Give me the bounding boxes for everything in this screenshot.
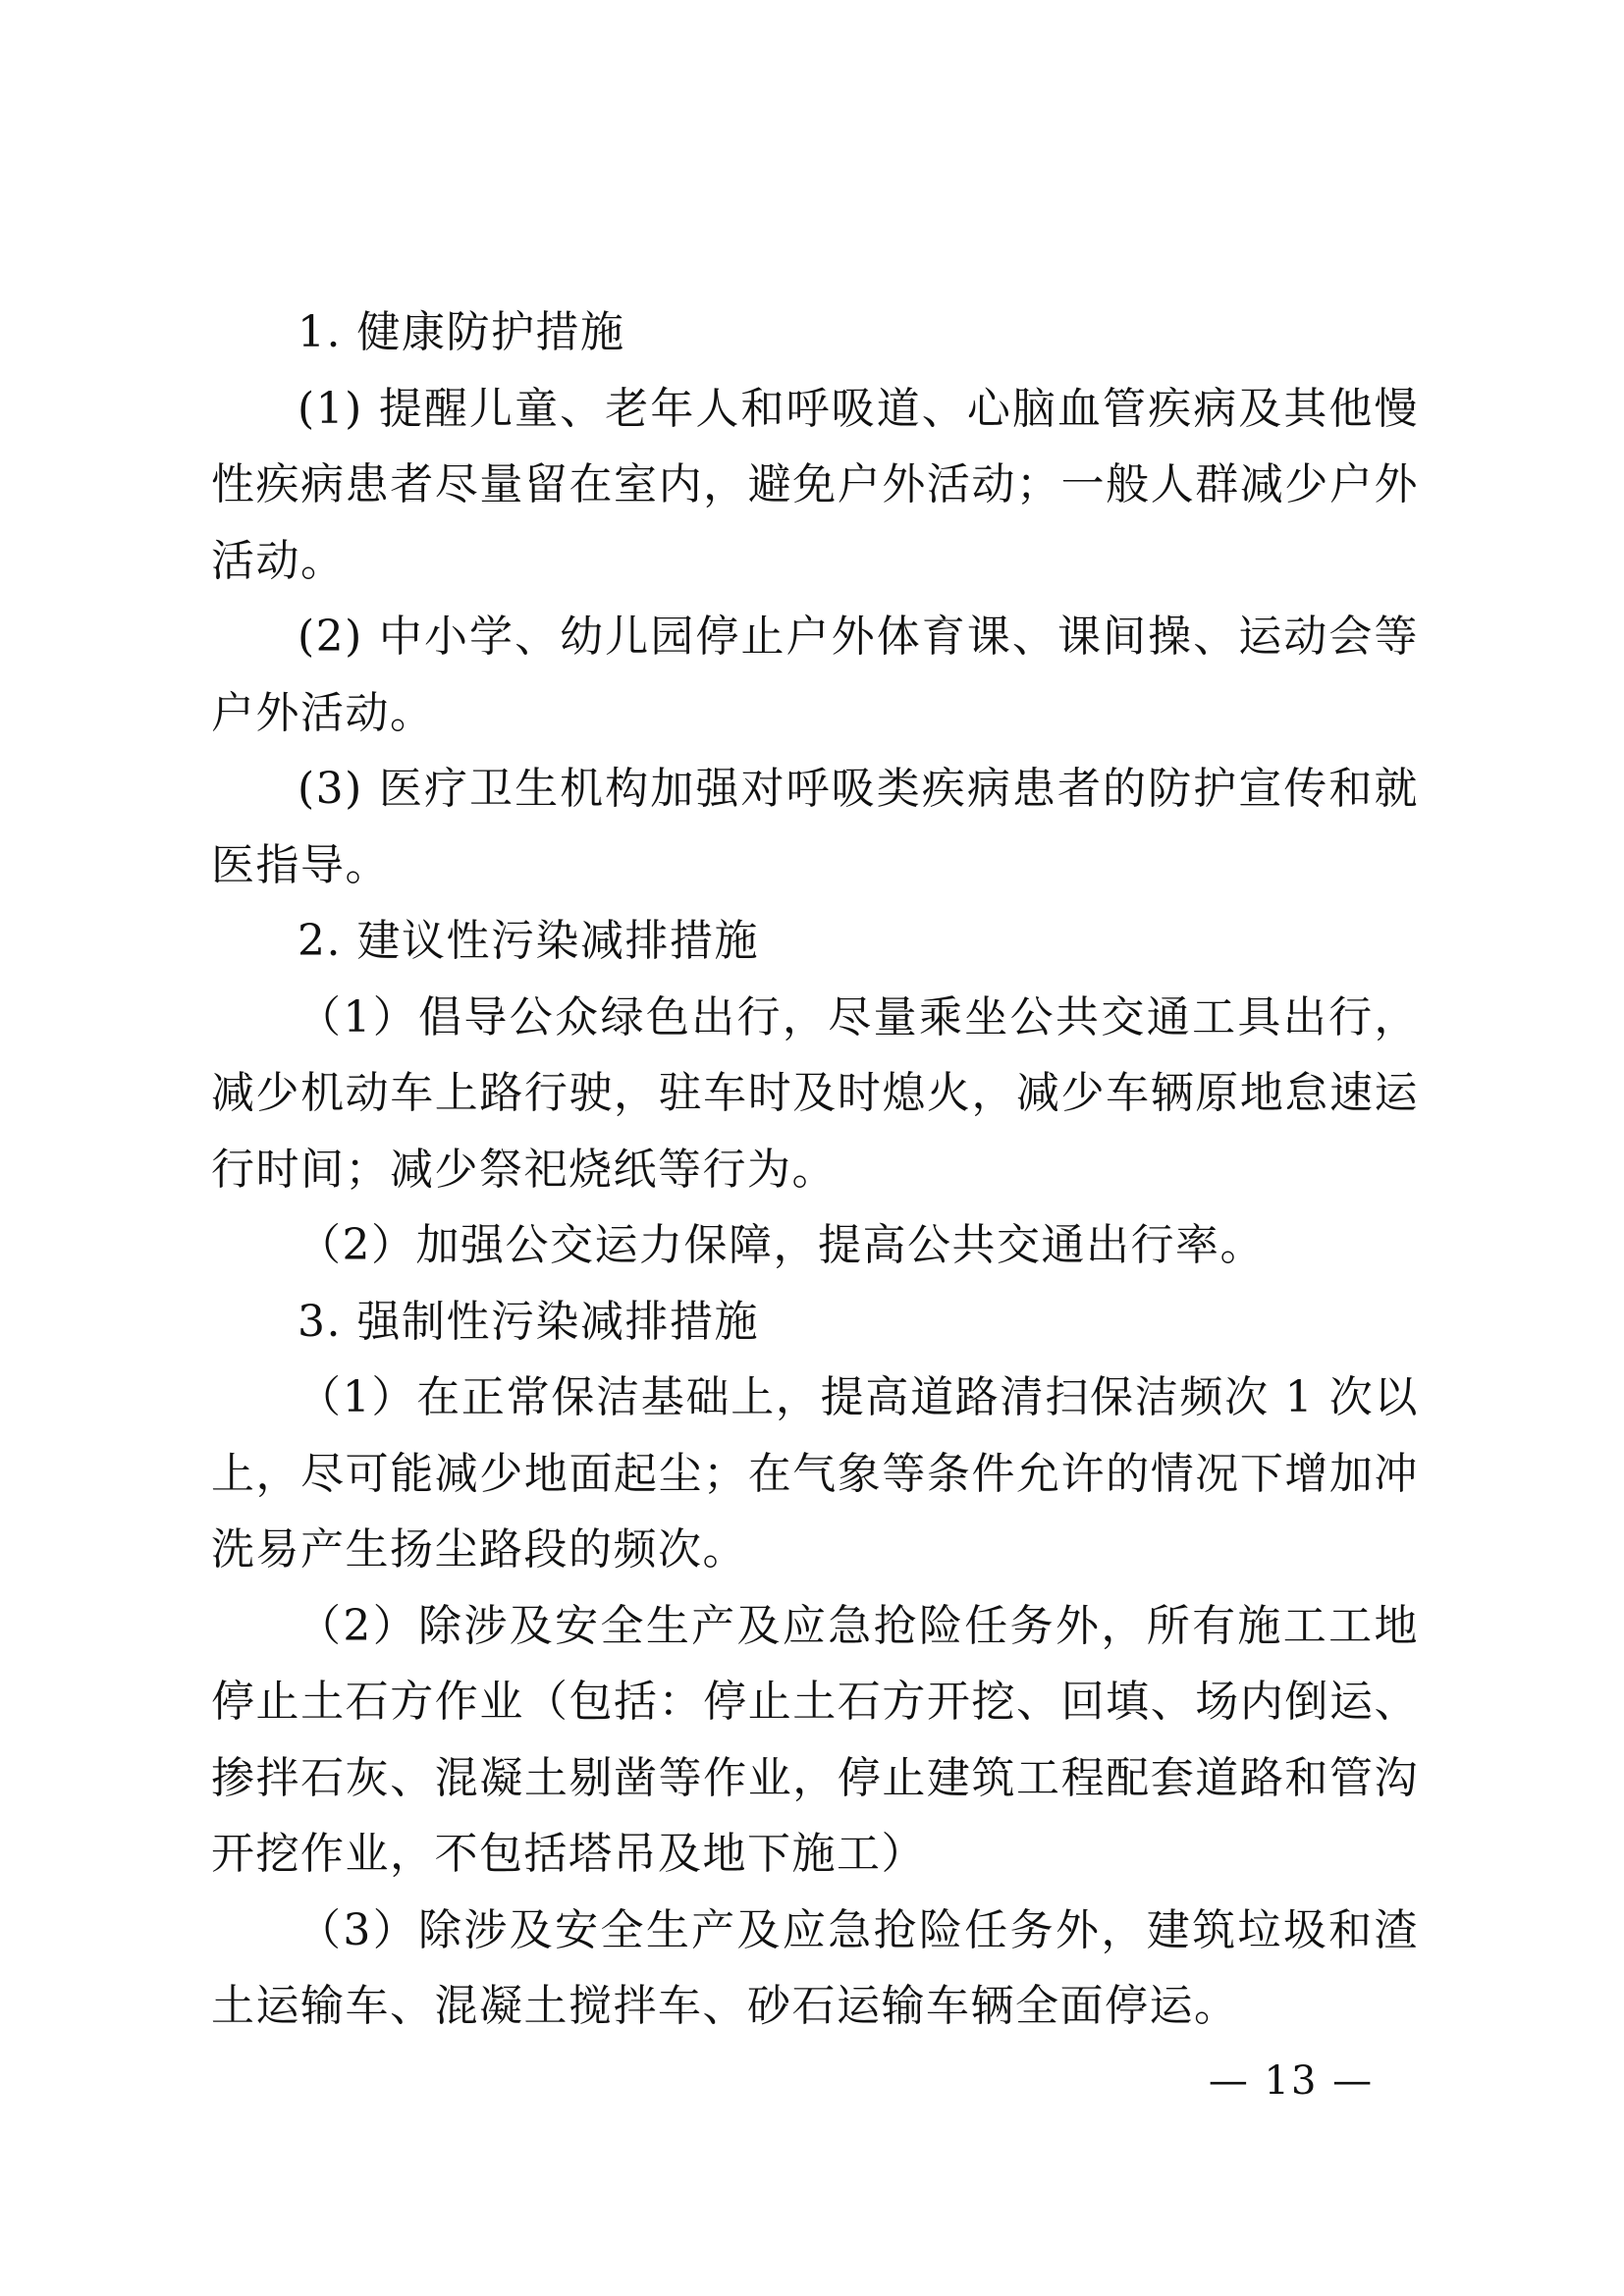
section-heading-mandatory-measures: 3. 强制性污染减排措施 [298, 1296, 759, 1347]
page-number: — 13 — [1208, 2058, 1375, 2104]
list-item: （1）倡导公众绿色出行，尽量乘坐公共交通工具出行，减少机动车上路行驶，驻车时及时熄火，减少车辆原地怠速运行时间；减少祭祀烧纸等行为。 [211, 991, 1419, 1195]
list-item: （2）除涉及安全生产及应急抢险任务外，所有施工工地停止土石方作业（包括：停止土石方开挖、回填、场内倒运、掺拌石灰、混凝土剔凿等作业，停止建筑工程配套道路和管沟开挖作业，不包括塔吊及地下施工） [211, 1600, 1419, 1879]
list-item: （3）除涉及安全生产及应急抢险任务外，建筑垃圾和渣土运输车、混凝土搅拌车、砂石运输车辆全面停运。 [211, 1904, 1419, 2031]
section-heading-advisory-measures: 2. 建议性污染减排措施 [298, 916, 759, 966]
section-heading-health-protection: 1. 健康防护措施 [298, 307, 625, 357]
list-item: (3) 医疗卫生机构加强对呼吸类疾病患者的防护宣传和就医指导。 [211, 764, 1419, 890]
list-item: (1) 提醒儿童、老年人和呼吸道、心脑血管疾病及其他慢性疾病患者尽量留在室内，避免户外活动；一般人群减少户外活动。 [211, 383, 1419, 586]
list-item: （2）加强公交运力保障，提高公共交通出行率。 [298, 1220, 1265, 1270]
document-body [211, 294, 1419, 2045]
list-item: (2) 中小学、幼儿园停止户外体育课、课间操、运动会等户外活动。 [211, 612, 1419, 738]
list-item: （1）在正常保洁基础上，提高道路清扫保洁频次 1 次以上，尽可能减少地面起尘；在气象等条件允许的情况下增加冲洗易产生扬尘路段的频次。 [211, 1372, 1419, 1575]
